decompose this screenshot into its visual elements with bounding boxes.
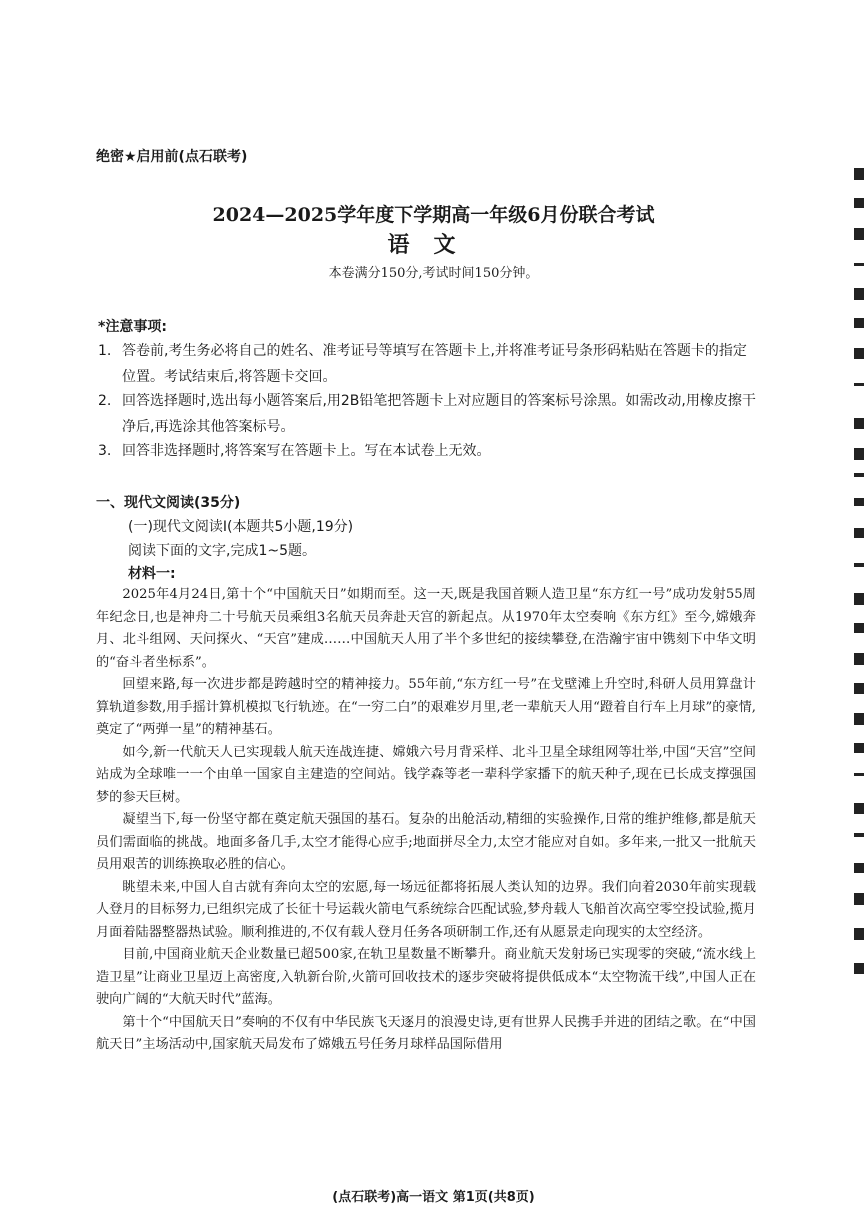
note-text: 答卷前,考生务必将自己的姓名、准考证号等填写在答题卡上,并将准考证号条形码粘贴在答题卡的指定位置。考试结束后,将答题卡交回。 bbox=[122, 343, 747, 385]
subsection-title: (一)现代文阅读Ⅰ(本题共5小题,19分) bbox=[128, 519, 354, 535]
paragraph: 回望来路,每一次进步都是跨越时空的精神接力。55年前,“东方红一号”在戈壁滩上升空时,科研人员用算盘计算轨道参数,用手摇计算机模拟飞行轨迹。在“一穷二白”的艰难岁月里,老一辈航天人用“蹬着自行车上月球”的豪情,奠定了“两弹一星”的精神基石。 bbox=[96, 677, 756, 737]
reading-instruction: 阅读下面的文字,完成1~5题。 bbox=[128, 543, 316, 559]
note-number: 2. bbox=[98, 393, 112, 409]
exam-title: 2024—2025学年度下学期高一年级6月份联合考试 bbox=[212, 204, 655, 226]
note-number: 1. bbox=[98, 343, 112, 359]
material-label: 材料一: bbox=[128, 566, 176, 582]
material-body bbox=[96, 584, 756, 1057]
confidential-label: 绝密★启用前(点石联考) bbox=[96, 149, 248, 165]
note-item-3 bbox=[98, 438, 760, 464]
notes-title: *注意事项: bbox=[98, 319, 167, 335]
page-footer: (点石联考)高一语文 第1页(共8页) bbox=[332, 1190, 535, 1205]
paragraph: 目前,中国商业航天企业数量已超500家,在轨卫星数量不断攀升。商业航天发射场已实现零的突破,“流水线上造卫星”让商业卫星迈上高密度,入轨新台阶,火箭可回收技术的逐步突破将提供低成本“太空物流干线”,中国人正在驶向广阔的“大航天时代”蓝海。 bbox=[96, 947, 756, 1007]
paragraph: 如今,新一代航天人已实现载人航天连战连捷、嫦娥六号月背采样、北斗卫星全球组网等壮举,中国“天宫”空间站成为全球唯一一个由单一国家自主建造的空间站。钱学森等老一辈科学家播下的航天种子,现在已长成支撑强国梦的参天巨树。 bbox=[96, 744, 756, 805]
paragraph: 眺望未来,中国人自古就有奔向太空的宏愿,每一场远征都将拓展人类认知的边界。我们向着2030年前实现载人登月的目标努力,已组织完成了长征十号运载火箭电气系统综合匹配试验,梦舟载人飞船首次高空零空投试验,揽月月面着陆器整器热试验。顺利推进的,不仅有载人登月任务各项研制工作,还有从愿景走向现实的太空经济。 bbox=[96, 879, 756, 940]
binding-margin-marks bbox=[852, 168, 867, 1008]
note-item-2 bbox=[98, 388, 760, 440]
paragraph: 凝望当下,每一份坚守都在奠定航天强国的基石。复杂的出舱活动,精细的实验操作,日常的维护维修,都是航天员们需面临的挑战。地面多备几手,太空才能得心应手;地面拼尽全力,太空才能应对自如。多年来,一批又一批航天员用艰苦的训练换取必胜的信心。 bbox=[96, 812, 756, 872]
score-line: 本卷满分150分,考试时间150分钟。 bbox=[328, 266, 539, 281]
note-text: 回答选择题时,选出每小题答案后,用2B铅笔把答题卡上对应题目的答案标号涂黑。如需改动,用橡皮擦干净后,再选涂其他答案标号。 bbox=[122, 393, 756, 435]
paragraph: 2025年4月24日,第十个“中国航天日”如期而至。这一天,既是我国首颗人造卫星“东方红一号”成功发射55周年纪念日,也是神舟二十号航天员乘组3名航天员奔赴天宫的新起点。从1970年太空奏响《东方红》至今,嫦娥奔月、北斗组网、天问探火、“天宫”建成……中国航天人用了半个多世纪的接续攀登,在浩瀚宇宙中镌刻下中华文明的“奋斗者坐标系”。 bbox=[96, 587, 756, 670]
note-item-1 bbox=[98, 338, 760, 390]
note-number: 3. bbox=[98, 443, 112, 459]
subject-title: 语文 bbox=[387, 232, 480, 258]
paragraph: 第十个“中国航天日”奏响的不仅有中华民族飞天逐月的浪漫史诗,更有世界人民携手并进的团结之歌。在“中国航天日”主场活动中,国家航天局发布了嫦娥五号任务月球样品国际借用 bbox=[96, 1014, 756, 1052]
note-text: 回答非选择题时,将答案写在答题卡上。写在本试卷上无效。 bbox=[122, 443, 491, 459]
section-title: 一、现代文阅读(35分) bbox=[96, 495, 241, 511]
